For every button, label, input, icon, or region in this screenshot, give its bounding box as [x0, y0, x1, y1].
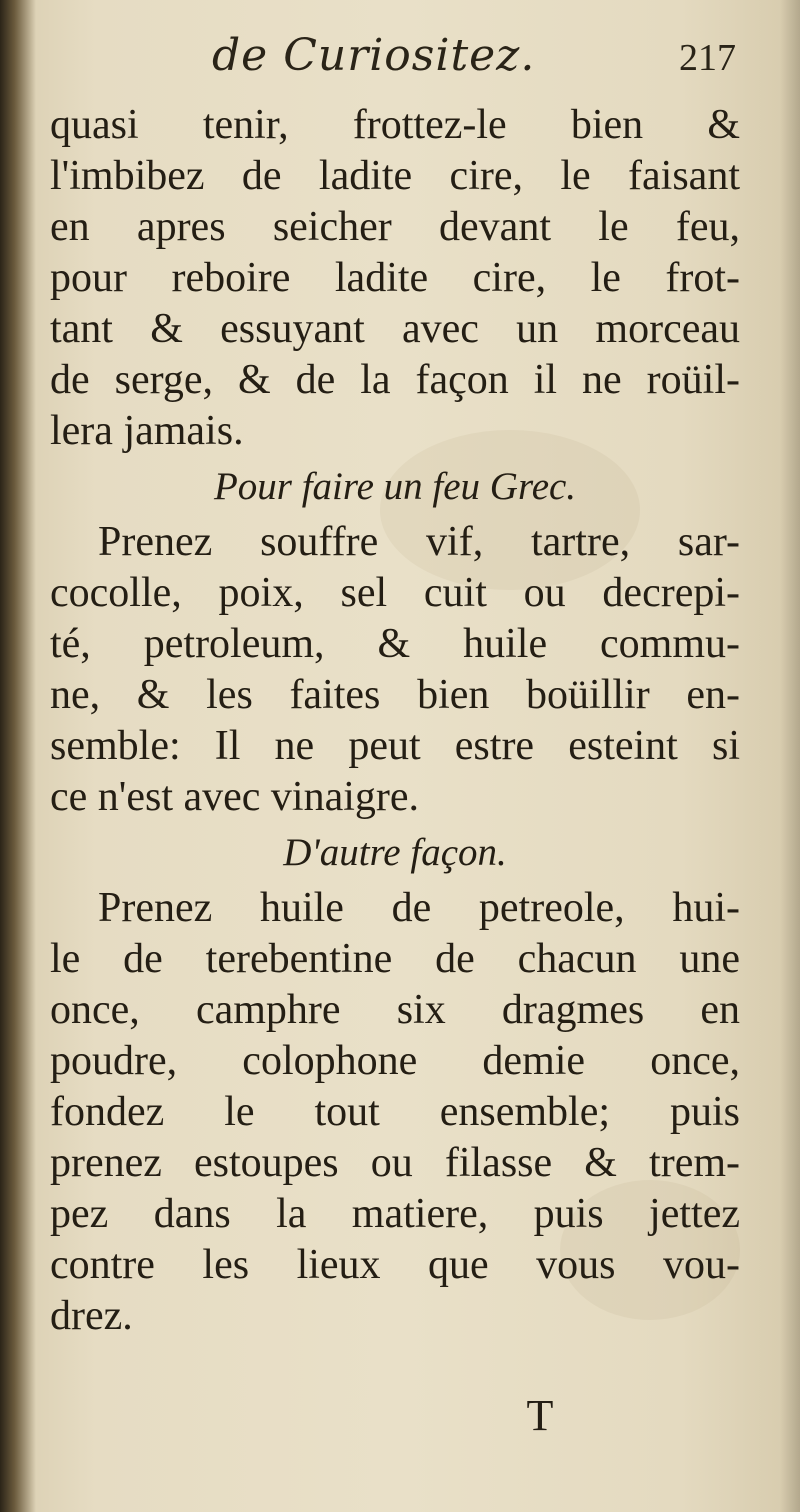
continuation-paragraph	[50, 100, 740, 457]
text-line: ne, & les faites bien boüillir en-	[50, 672, 740, 718]
signature-mark: T	[526, 1391, 554, 1440]
text-line: ce n'est avec vinaigre.	[50, 774, 420, 820]
section-heading: D'autre façon.	[283, 831, 507, 874]
text-line: prenez estoupes ou filasse & trem-	[50, 1140, 740, 1186]
text-line: en apres seicher devant le feu,	[50, 204, 740, 250]
text-line: pour reboire ladite cire, le frot-	[50, 255, 740, 301]
text-line: té, petroleum, & huile commu-	[50, 621, 740, 667]
text-line: l'imbibez de ladite cire, le faisant	[50, 153, 740, 199]
text-line: drez.	[50, 1293, 133, 1339]
text-line: Prenez souffre vif, tartre, sar-	[98, 519, 740, 565]
running-title: de Curiositez.	[212, 30, 536, 81]
text-line: tant & essuyant avec un morceau	[50, 306, 740, 352]
text-line: quasi tenir, frottez-le bien &	[50, 102, 740, 148]
page-header	[50, 30, 750, 100]
text-line: Prenez huile de petreole, hui-	[98, 885, 740, 931]
text-line: le de terebentine de chacun une	[50, 936, 740, 982]
page-number: 217	[679, 37, 736, 79]
text-line: once, camphre six dragmes en	[50, 987, 740, 1033]
page-edge	[780, 0, 800, 1512]
text-line: contre les lieux que vous vou-	[50, 1242, 740, 1288]
recipe-paragraph	[50, 517, 740, 823]
text-line: fondez le tout ensemble; puis	[50, 1089, 740, 1135]
binding-gutter	[0, 0, 36, 1512]
text-block	[50, 100, 740, 1342]
text-line: pez dans la matiere, puis jettez	[50, 1191, 740, 1237]
text-line: semble: Il ne peut estre esteint si	[50, 723, 740, 769]
section-heading: Pour faire un feu Grec.	[213, 465, 577, 508]
text-line: cocolle, poix, sel cuit ou decrepi-	[50, 570, 740, 616]
text-line: de serge, & de la façon il ne roüil-	[50, 357, 740, 403]
text-line: poudre, colophone demie once,	[50, 1038, 740, 1084]
recipe-paragraph	[50, 883, 740, 1342]
text-line: lera jamais.	[50, 408, 244, 454]
